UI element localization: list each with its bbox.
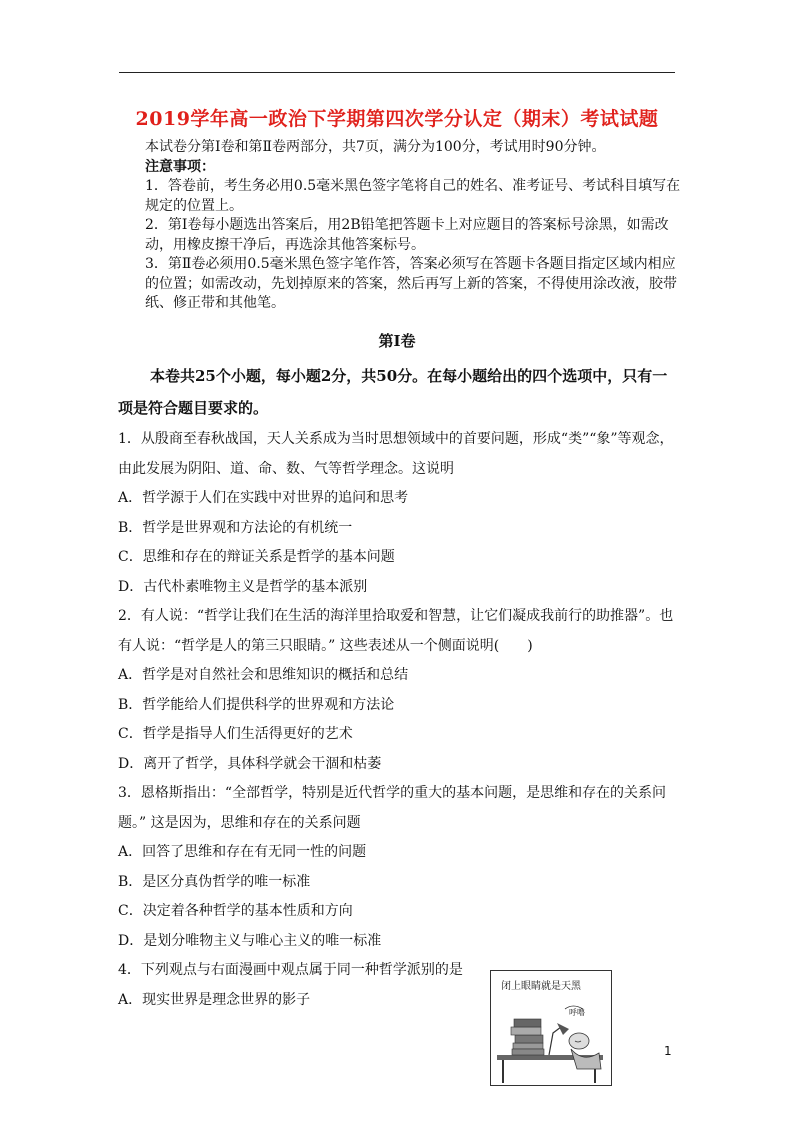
page-number: 1	[664, 1044, 672, 1058]
question-stem: 4．下列观点与右面漫画中观点属于同一种哲学派别的是	[118, 962, 463, 978]
header-rule	[119, 72, 675, 73]
option: B．哲学是世界观和方法论的有机统一	[118, 519, 353, 536]
question-list	[118, 425, 678, 1015]
notice-item: 1．答卷前，考生务必用0.5毫米黑色签字笔将自己的姓名、准考证号、考试科目填写在规定的位置上。	[145, 178, 681, 214]
option: D．古代朴素唯物主义是哲学的基本派别	[118, 578, 368, 595]
option: A．哲学源于人们在实践中对世界的追问和思考	[118, 490, 409, 506]
notice-intro: 本试卷分第Ⅰ卷和第Ⅱ卷两部分，共7页，满分为100分，考试用时90分钟。	[145, 139, 606, 155]
option: D．是划分唯物主义与唯心主义的唯一标准	[118, 932, 382, 949]
question-stem: 1．从殷商至春秋战国，天人关系成为当时思想领域中的首要问题，形成“类”“象”等观念，由此发展为阴阳、道、命、数、气等哲学理念。这说明	[118, 431, 674, 477]
instructions-text: 本卷共25个小题，每小题2分，共50分。在每小题给出的四个选项中，只有一项是符合题目要求的。	[118, 367, 668, 417]
option: B．是区分真伪哲学的唯一标准	[118, 873, 311, 890]
section-instructions	[118, 360, 678, 424]
question-stem: 3．恩格斯指出：“全部哲学，特别是近代哲学的重大的基本问题，是思维和存在的关系问题。” 这是因为，思维和存在的关系问题	[118, 785, 667, 831]
notice-heading: 注意事项：	[145, 158, 215, 175]
cartoon-sound: 呼噜	[569, 1008, 585, 1017]
option: C．思维和存在的辩证关系是哲学的基本问题	[118, 549, 395, 565]
exam-title: 2019学年高一政治下学期第四次学分认定（期末）考试试题	[135, 108, 659, 130]
option: C．哲学是指导人们生活得更好的艺术	[118, 726, 353, 742]
cartoon-image	[490, 970, 612, 1086]
notice-block	[145, 138, 685, 314]
question-stem: 2．有人说：“哲学让我们在生活的海洋里拾取爱和智慧，让它们凝成我前行的助推器”。也有人说：“哲学是人的第三只眼睛。” 这些表述从一个侧面说明( )	[118, 608, 674, 654]
option: A．现实世界是理念世界的影子	[118, 991, 311, 1008]
option: A．哲学是对自然社会和思维知识的概括和总结	[118, 667, 409, 683]
notice-item: 3．第Ⅱ卷必须用0.5毫米黑色签字笔作答，答案必须写在答题卡各题目指定区域内相应的位置；如需改动，先划掉原来的答案，然后再写上新的答案，不得使用涂改液，胶带纸、修正带和其他笔。	[145, 256, 677, 311]
option: D．离开了哲学，具体科学就会干涸和枯萎	[118, 755, 382, 772]
section-title: 第Ⅰ卷	[378, 332, 416, 350]
cartoon-caption: 闭上眼睛就是天黑	[501, 981, 581, 992]
cartoon-drawing	[491, 971, 611, 1085]
option: A．回答了思维和存在有无同一性的问题	[118, 844, 367, 860]
notice-item: 2．第Ⅰ卷每小题选出答案后，用2B铅笔把答题卡上对应题目的答案标号涂黑，如需改动，用橡皮擦干净后，再选涂其他答案标号。	[145, 217, 669, 253]
option: B．哲学能给人们提供科学的世界观和方法论	[118, 696, 395, 713]
option: C．决定着各种哲学的基本性质和方向	[118, 903, 353, 919]
